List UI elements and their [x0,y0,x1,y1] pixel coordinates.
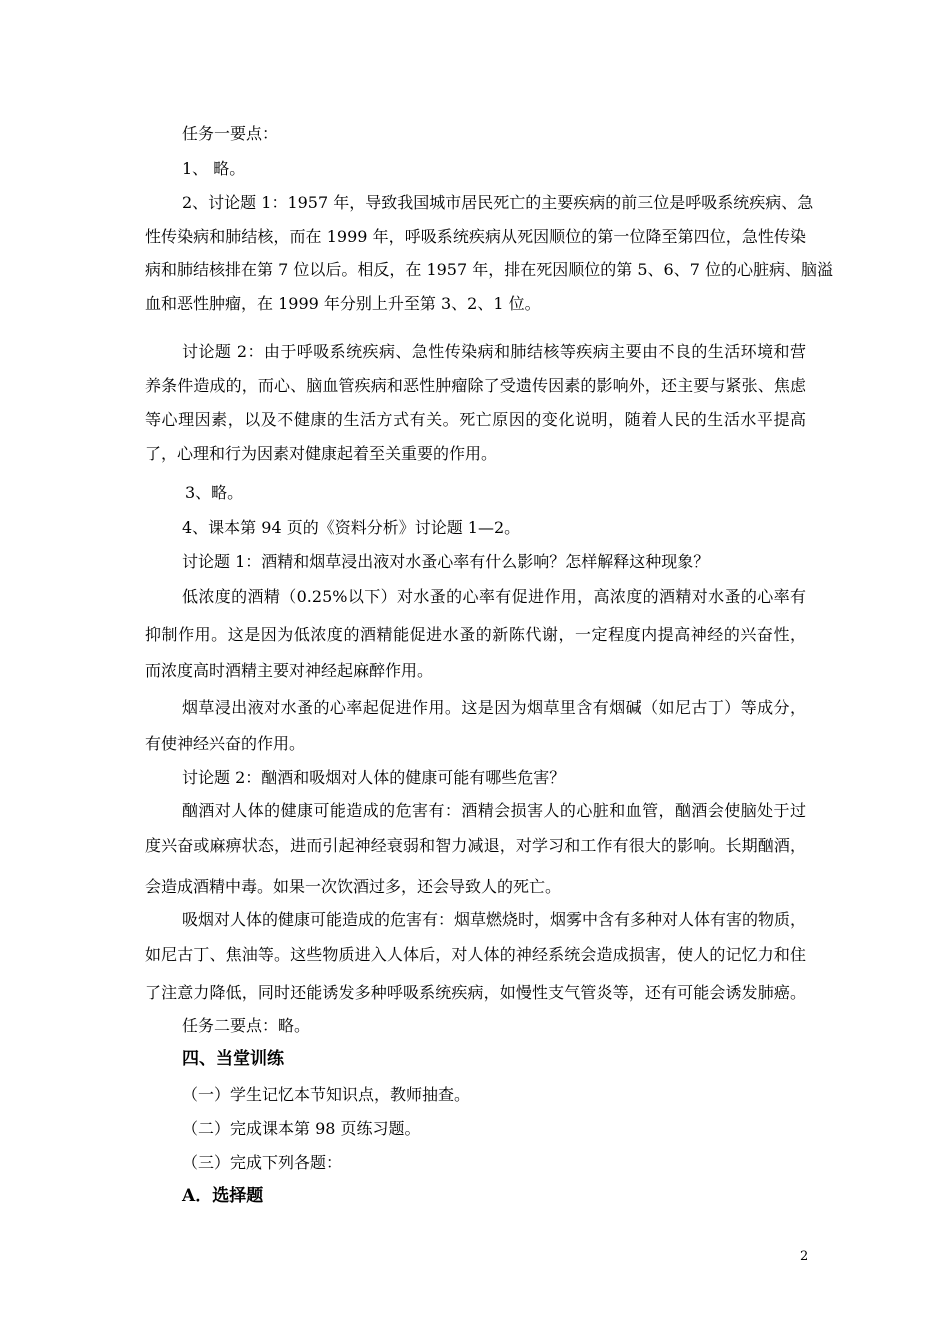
section-four-heading: 四、当堂训练 [182,1049,284,1069]
item-2-line-3: 病和肺结核排在第 7 位以后。相反，在 1957 年，排在死因顺位的第 5、6、7 位的心脏病、脑溢 [145,260,833,279]
item-3: 3、略。 [185,483,244,502]
exercise-three: （三）完成下列各题： [182,1153,343,1172]
item-1: 1、 略。 [182,159,246,178]
discussion-2-question: 讨论题 2：酗酒和吸烟对人体的健康可能有哪些危害？ [182,768,566,787]
tobacco-line-2: 有使神经兴奋的作用。 [145,734,306,753]
smoking-harm-line-1: 吸烟对人体的健康可能造成的危害有：烟草燃烧时，烟雾中含有多种对人体有害的物质， [182,910,807,929]
smoking-harm-line-3: 了注意力降低，同时还能诱发多种呼吸系统疾病，如慢性支气管炎等，还有可能会诱发肺癌。 [145,983,806,1002]
tobacco-line-1: 烟草浸出液对水蚤的心率起促进作用。这是因为烟草里含有烟碱（如尼古丁）等成分， [182,698,806,717]
discussion-2-line-2: 养条件造成的，而心、脑血管疾病和恶性肿瘤除了受遗传因素的影响外，还主要与紧张、焦虑 [145,376,806,395]
item-2-line-1: 2、讨论题 1：1957 年，导致我国城市居民死亡的主要疾病的前三位是呼吸系统疾病、急 [182,193,814,212]
discussion-1-question: 讨论题 1：酒精和烟草浸出液对水蚤心率有什么影响？怎样解释这种现象？ [182,552,710,571]
smoking-harm-line-2: 如尼古丁、焦油等。这些物质进入人体后，对人体的神经系统会造成损害，使人的记忆力和住 [145,945,806,964]
item-2-line-2: 性传染病和肺结核，而在 1999 年，呼吸系统疾病从死因顺位的第一位降至第四位，急性传染 [145,227,806,246]
exercise-one: （一）学生记忆本节知识点，教师抽查。 [182,1085,471,1104]
item-4: 4、课本第 94 页的《资料分析》讨论题 1—2。 [182,518,521,537]
drinking-harm-line-2: 度兴奋或麻痹状态，进而引起神经衰弱和智力减退，对学习和工作有很大的影响。长期酗酒， [145,836,806,855]
choice-questions-heading: A．选择题 [182,1186,264,1206]
discussion-2-line-4: 了，心理和行为因素对健康起着至关重要的作用。 [145,444,498,463]
item-2-line-4: 血和恶性肿瘤，在 1999 年分别上升至第 3、2、1 位。 [145,294,541,313]
alcohol-line-2: 抑制作用。这是因为低浓度的酒精能促进水蚤的新陈代谢，一定程度内提高神经的兴奋性， [145,625,806,644]
drinking-harm-line-1: 酗酒对人体的健康可能造成的危害有：酒精会损害人的心脏和血管，酗酒会使脑处于过 [182,801,806,820]
task-two-heading: 任务二要点：略。 [182,1016,311,1035]
exercise-two: （二）完成课本第 98 页练习题。 [182,1119,421,1138]
page-number: 2 [800,1249,809,1264]
alcohol-line-3: 而浓度高时酒精主要对神经起麻醉作用。 [145,661,434,680]
discussion-2-line-1: 讨论题 2：由于呼吸系统疾病、急性传染病和肺结核等疾病主要由不良的生活环境和营 [182,342,806,361]
drinking-harm-line-3: 会造成酒精中毒。如果一次饮酒过多，还会导致人的死亡。 [145,877,562,896]
discussion-2-line-3: 等心理因素，以及不健康的生活方式有关。死亡原因的变化说明，随着人民的生活水平提高 [145,410,806,429]
alcohol-line-1: 低浓度的酒精（0.25%以下）对水蚤的心率有促进作用，高浓度的酒精对水蚤的心率有 [182,587,806,606]
task-one-heading: 任务一要点： [182,124,279,143]
